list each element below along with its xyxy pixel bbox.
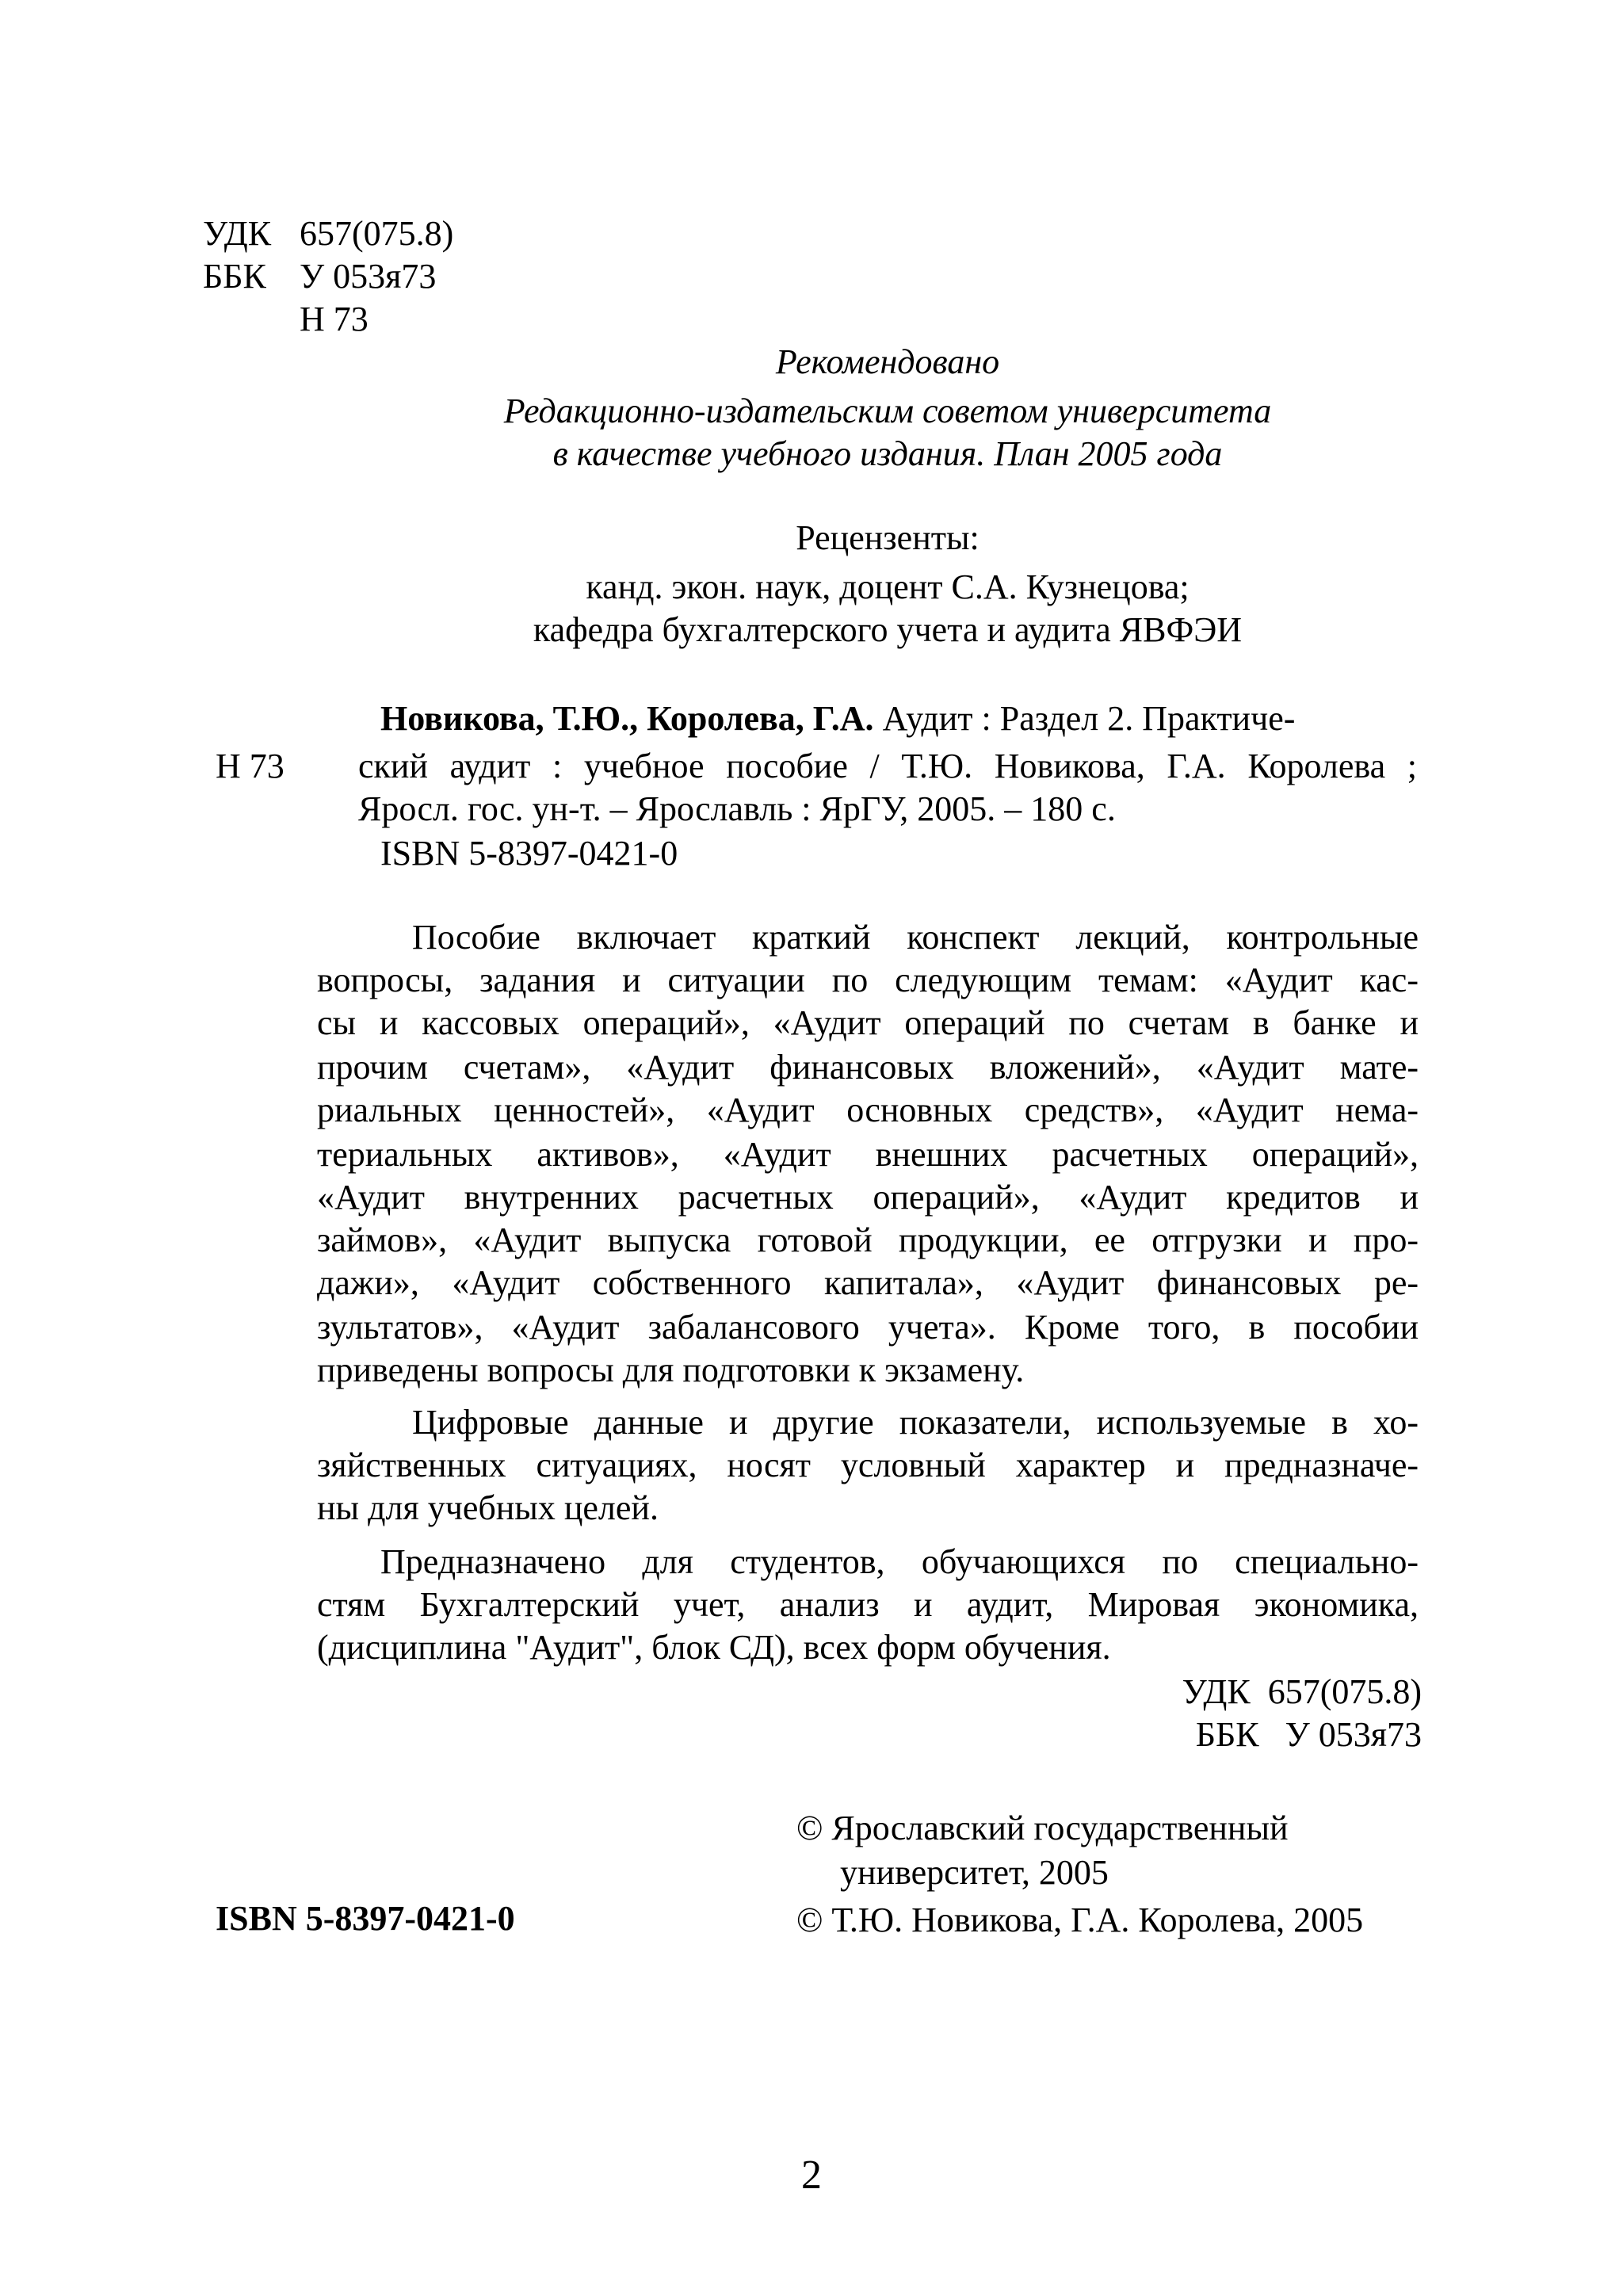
isbn-bottom: ISBN 5-8397-0421-0	[216, 1899, 515, 1938]
bib-side-mark: Н 73	[216, 747, 285, 785]
bib-line-3: Яросл. гос. ун-т. – Ярославль : ЯрГУ, 2005. – 180 с.	[358, 789, 1116, 828]
annotation-p1-line: риальных ценностей», «Аудит основных средств», «Аудит нема-	[317, 1091, 1419, 1129]
recommendation-line-1: Рекомендовано	[775, 342, 1000, 381]
bbk-label: ББК	[203, 257, 266, 296]
recommendation-line-2: Редакционно-издательским советом университета	[503, 392, 1272, 430]
annotation-p1-line: сы и кассовых операций», «Аудит операций по счетам в банке и	[317, 1003, 1419, 1042]
annotation-p3-line: Предназначено для студентов, обучающихся по специально-	[380, 1542, 1419, 1581]
annotation-p1-line: прочим счетам», «Аудит финансовых вложений», «Аудит мате-	[317, 1048, 1419, 1087]
bbk-right: ББК У 053я73	[1195, 1715, 1422, 1754]
annotation-p1-line: дажи», «Аудит собственного капитала», «Аудит финансовых ре-	[317, 1263, 1419, 1302]
annotation-p1-line: териальных активов», «Аудит внешних расчетных операций»,	[317, 1135, 1419, 1174]
annotation-p1-line: Пособие включает краткий конспект лекций, контрольные	[412, 918, 1419, 957]
bbk-value: У 053я73	[300, 257, 437, 296]
bib-line-1	[380, 697, 1417, 740]
bib-line-2: ский аудит : учебное пособие / Т.Ю. Новикова, Г.А. Королева ;	[358, 747, 1417, 785]
copyright-university-cont: университет, 2005	[840, 1853, 1109, 1892]
annotation-p3-line: стям Бухгалтерский учет, анализ и аудит, Мировая экономика,	[317, 1585, 1419, 1624]
recommendation-line-3: в качестве учебного издания. План 2005 года	[552, 434, 1223, 473]
annotation-p1-line: «Аудит внутренних расчетных операций», «Аудит кредитов и	[317, 1178, 1419, 1217]
bib-title-start: Аудит : Раздел 2. Практиче-	[873, 699, 1296, 738]
bib-authors: Новикова, Т.Ю., Королева, Г.А.	[380, 699, 874, 738]
copyright-university: © Ярославский государственный	[796, 1809, 1289, 1847]
udk-right: УДК 657(075.8)	[1182, 1672, 1422, 1711]
annotation-p3-line: (дисциплина "Аудит", блок СД), всех форм обучения.	[317, 1628, 1111, 1667]
reviewer-1: канд. экон. наук, доцент С.А. Кузнецова;	[586, 567, 1190, 606]
annotation-p2-line: ны для учебных целей.	[317, 1488, 659, 1527]
annotation-p2-line: Цифровые данные и другие показатели, используемые в хо-	[412, 1403, 1419, 1442]
annotation-p1-line: займов», «Аудит выпуска готовой продукции, ее отгрузки и про-	[317, 1221, 1419, 1259]
annotation-p2-line: зяйственных ситуациях, носят условный характер и предназначе-	[317, 1446, 1419, 1484]
annotation-p1-line: приведены вопросы для подготовки к экзамену.	[317, 1350, 1025, 1389]
author-mark: Н 73	[300, 300, 369, 338]
copyright-authors: © Т.Ю. Новикова, Г.А. Королева, 2005	[796, 1901, 1364, 1939]
reviewers-title: Рецензенты:	[796, 518, 980, 557]
bib-isbn: ISBN 5-8397-0421-0	[380, 834, 678, 873]
reviewer-2: кафедра бухгалтерского учета и аудита ЯВФЭИ	[533, 610, 1243, 649]
udk-value: 657(075.8)	[300, 214, 454, 253]
udk-label: УДК	[203, 214, 272, 253]
page-number: 2	[801, 2153, 822, 2198]
annotation-p1-line: зультатов», «Аудит забалансового учета». Кроме того, в пособии	[317, 1308, 1419, 1347]
annotation-p1-line: вопросы, задания и ситуации по следующим темам: «Аудит кас-	[317, 961, 1419, 999]
